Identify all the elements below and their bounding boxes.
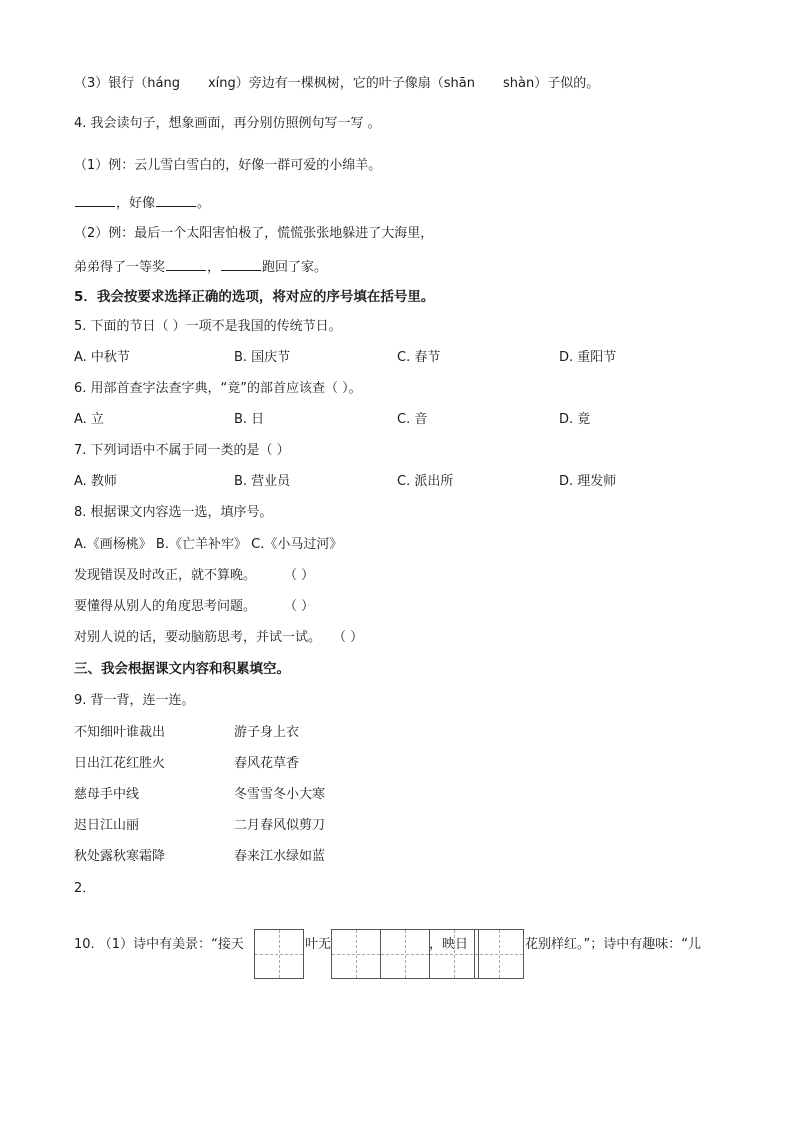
q8-item: 对别人说的话，要动脑筋思考，并试一试。 （ ） — [74, 630, 364, 645]
q4-example-2: （2）例：最后一个太阳害怕极了，慌慌张张地躲进了大海里， — [74, 226, 434, 241]
q9-left-line[interactable]: 迟日江山丽 — [74, 818, 140, 833]
q6-stem: 6. 用部首查字法查字典，“竟”的部首应该查（ ）。 — [74, 381, 362, 396]
tianzige-box[interactable] — [474, 929, 524, 979]
q9-right-line[interactable]: 冬雪雪冬小大寒 — [234, 787, 326, 802]
q5-option-b[interactable]: B. 国庆节 — [234, 350, 291, 365]
q6-option-c[interactable]: C. 音 — [397, 412, 428, 427]
tianzige-cell[interactable] — [474, 929, 524, 979]
q7-option-d[interactable]: D. 理发师 — [559, 474, 617, 489]
q8-choices: A.《画杨桃》 B.《亡羊补牢》 C.《小马过河》 — [74, 537, 343, 552]
answer-paren[interactable]: （ ） — [333, 630, 364, 645]
q10-text-b: 叶无 — [305, 937, 332, 952]
tianzige-box[interactable] — [254, 929, 304, 979]
q7-option-a[interactable]: A. 教师 — [74, 474, 117, 489]
q9-left-line[interactable]: 不知细叶谁裁出 — [74, 725, 166, 740]
answer-blank[interactable] — [166, 258, 206, 271]
q3-line: （3）银行（háng xíng）旁边有一棵枫树，它的叶子像扇（shān shàn）子似的。 — [74, 76, 600, 91]
q5-stem: 5. 下面的节日（ ）一项不是我国的传统节日。 — [74, 319, 342, 334]
q4-fill-1: ，好像 。 — [74, 194, 210, 212]
q4-fill-2: 弟弟得了一等奖 ， 跑回了家。 — [74, 260, 328, 275]
q5-option-c[interactable]: C. 春节 — [397, 350, 441, 365]
section-5-heading: 5．我会按要求选择正确的选项，将对应的序号填在括号里。 — [74, 289, 435, 305]
q6-option-d[interactable]: D. 竟 — [559, 412, 591, 427]
q9-left-line[interactable]: 秋处露秋寒霜降 — [74, 849, 166, 864]
q6-option-a[interactable]: A. 立 — [74, 412, 104, 427]
q7-option-c[interactable]: C. 派出所 — [397, 474, 454, 489]
answer-blank[interactable] — [156, 194, 196, 207]
q9-right-line[interactable]: 春风花草香 — [234, 756, 300, 771]
q10-text-d: 花别样红。”；诗中有趣味：“儿 — [525, 937, 701, 952]
q5-option-a[interactable]: A. 中秋节 — [74, 350, 130, 365]
q9-right-line[interactable]: 游子身上衣 — [234, 725, 300, 740]
answer-blank[interactable] — [221, 258, 261, 271]
q7-stem: 7. 下列词语中不属于同一类的是（ ） — [74, 443, 290, 458]
q4-title: 4. 我会读句子，想象画面，再分别仿照例句写一写 。 — [74, 116, 381, 131]
q8-item: 要懂得从别人的角度思考问题。 （ ） — [74, 599, 315, 614]
q5-option-d[interactable]: D. 重阳节 — [559, 350, 617, 365]
q7-option-b[interactable]: B. 营业员 — [234, 474, 291, 489]
q9-stem: 9. 背一背，连一连。 — [74, 693, 195, 708]
answer-blank[interactable] — [75, 194, 115, 207]
q8-stem: 8. 根据课文内容选一选，填序号。 — [74, 505, 273, 520]
q9-left-line[interactable]: 慈母手中线 — [74, 787, 140, 802]
answer-paren[interactable]: （ ） — [284, 568, 315, 583]
q6-option-b[interactable]: B. 日 — [234, 412, 265, 427]
section-3-heading: 三、我会根据课文内容和积累填空。 — [74, 661, 290, 677]
tianzige-cell[interactable] — [380, 929, 430, 979]
q9-left-line[interactable]: 日出江花红胜火 — [74, 756, 166, 771]
q9-right-line[interactable]: 春来江水绿如蓝 — [234, 849, 326, 864]
tianzige-cell[interactable] — [331, 929, 381, 979]
q10-text-c: ，映日 — [429, 937, 469, 952]
q9-part-2: 2． — [74, 881, 96, 896]
q9-right-line[interactable]: 二月春风似剪刀 — [234, 818, 326, 833]
answer-paren[interactable]: （ ） — [284, 599, 315, 614]
q8-item: 发现错误及时改正，就不算晚。 （ ） — [74, 568, 315, 583]
q10-text-a: 10. （1）诗中有美景：“接天 — [74, 937, 244, 952]
q4-example-1: （1）例：云儿雪白雪白的，好像一群可爱的小绵羊。 — [74, 158, 382, 173]
tianzige-cell[interactable] — [254, 929, 304, 979]
